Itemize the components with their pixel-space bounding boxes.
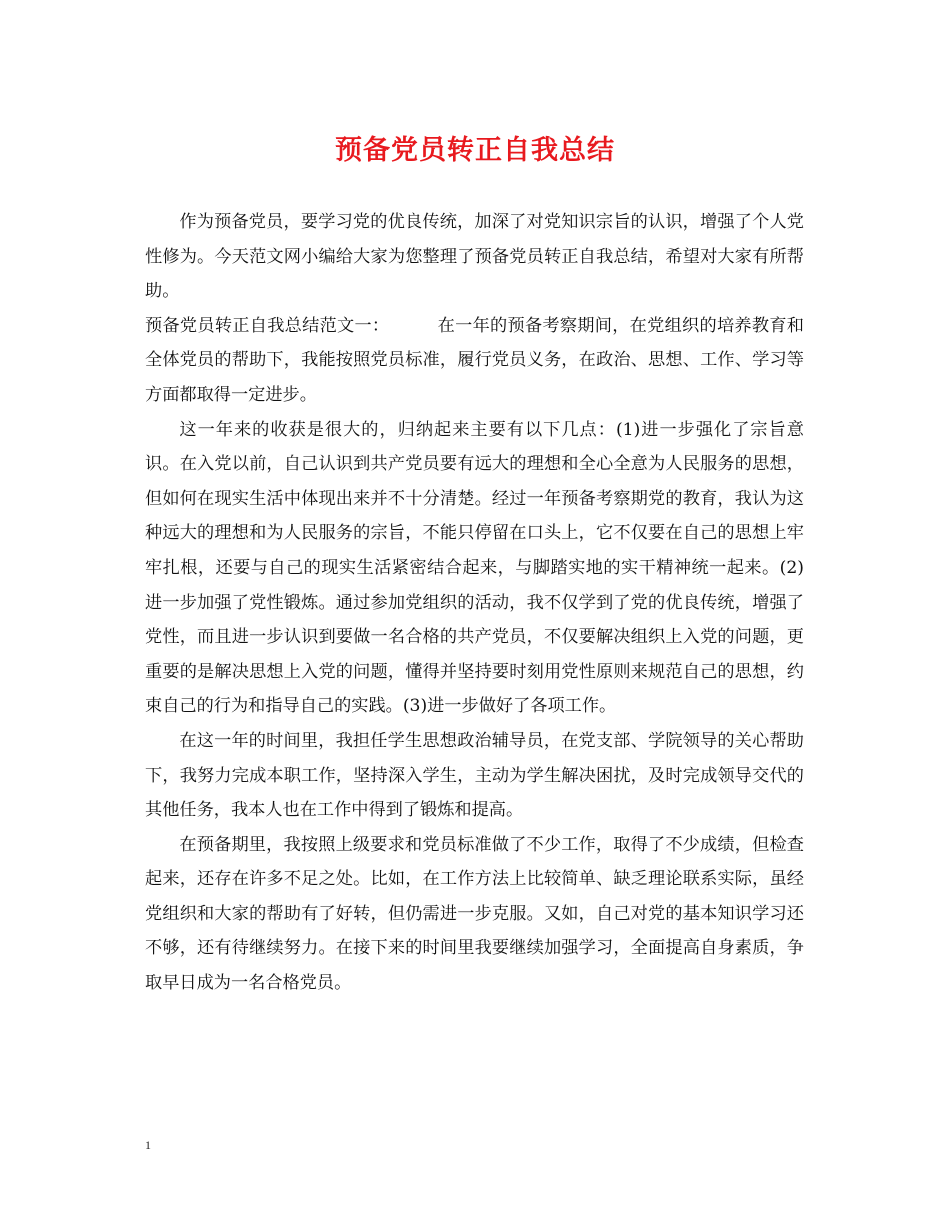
page-number: 1 <box>145 1138 151 1152</box>
intro-paragraph: 作为预备党员，要学习党的优良传统，加深了对党知识宗旨的认识，增强了个人党性修为。今天范文网小编给大家为您整理了预备党员转正自我总结，希望对大家有所帮助。 <box>145 212 804 302</box>
body-paragraph-gains: 这一年来的收获是很大的，归纳起来主要有以下几点：(1)进一步强化了宗旨意识。在入党以前，自己认识到共产党员要有远大的理想和全心全意为人民服务的思想，但如何在现实生活中体现出来并不十分清楚。经过一年预备考察期党的教育，我认为这种远大的理想和为人民服务的宗旨，不能只停留在口头上，它不仅要在自己的思想上牢牢扎根，还要与自己的现实生活紧密结合起来，与脚踏实地的实干精神统一起来。(2)进一步加强了党性锻炼。通过参加党组织的活动，我不仅学到了党的优良传统，增强了党性，而且进一步认识到要做一名合格的共产党员，不仅要解决组织上入党的问题，更重要的是解决思想上入党的问题，懂得并坚持要时刻用党性原则来规范自己的思想，约束自己的行为和指导自己的实践。(3)进一步做好了各项工作。 <box>145 419 804 717</box>
body-paragraph-work: 在这一年的时间里，我担任学生思想政治辅导员，在党支部、学院领导的关心帮助下，我努力完成本职工作，坚持深入学生，主动为学生解决困扰，及时完成领导交代的其他任务，我本人也在工作中得到了锻炼和提高。 <box>145 730 804 821</box>
document-title: 预备党员转正自我总结 <box>335 135 615 166</box>
sample-opening: 在一年的预备考察期间，在党组织的培养教育和全体党员的帮助下，我能按照党员标准，履行党员义务，在政治、思想、工作、学习等方面都取得一定进步。 <box>145 315 804 405</box>
sample-heading: 预备党员转正自我总结范文一： <box>145 315 390 336</box>
document-body <box>145 205 804 1001</box>
sample-paragraph <box>145 309 804 413</box>
body-paragraph-shortcomings: 在预备期里，我按照上级要求和党员标准做了不少工作，取得了不少成绩，但检查起来，还存在许多不足之处。比如，在工作方法上比较简单、缺乏理论联系实际，虽经党组织和大家的帮助有了好转，但仍需进一步克服。又如，自己对党的基本知识学习还不够，还有待继续努力。在接下来的时间里我要继续加强学习，全面提高自身素质，争取早日成为一名合格党员。 <box>145 834 804 994</box>
